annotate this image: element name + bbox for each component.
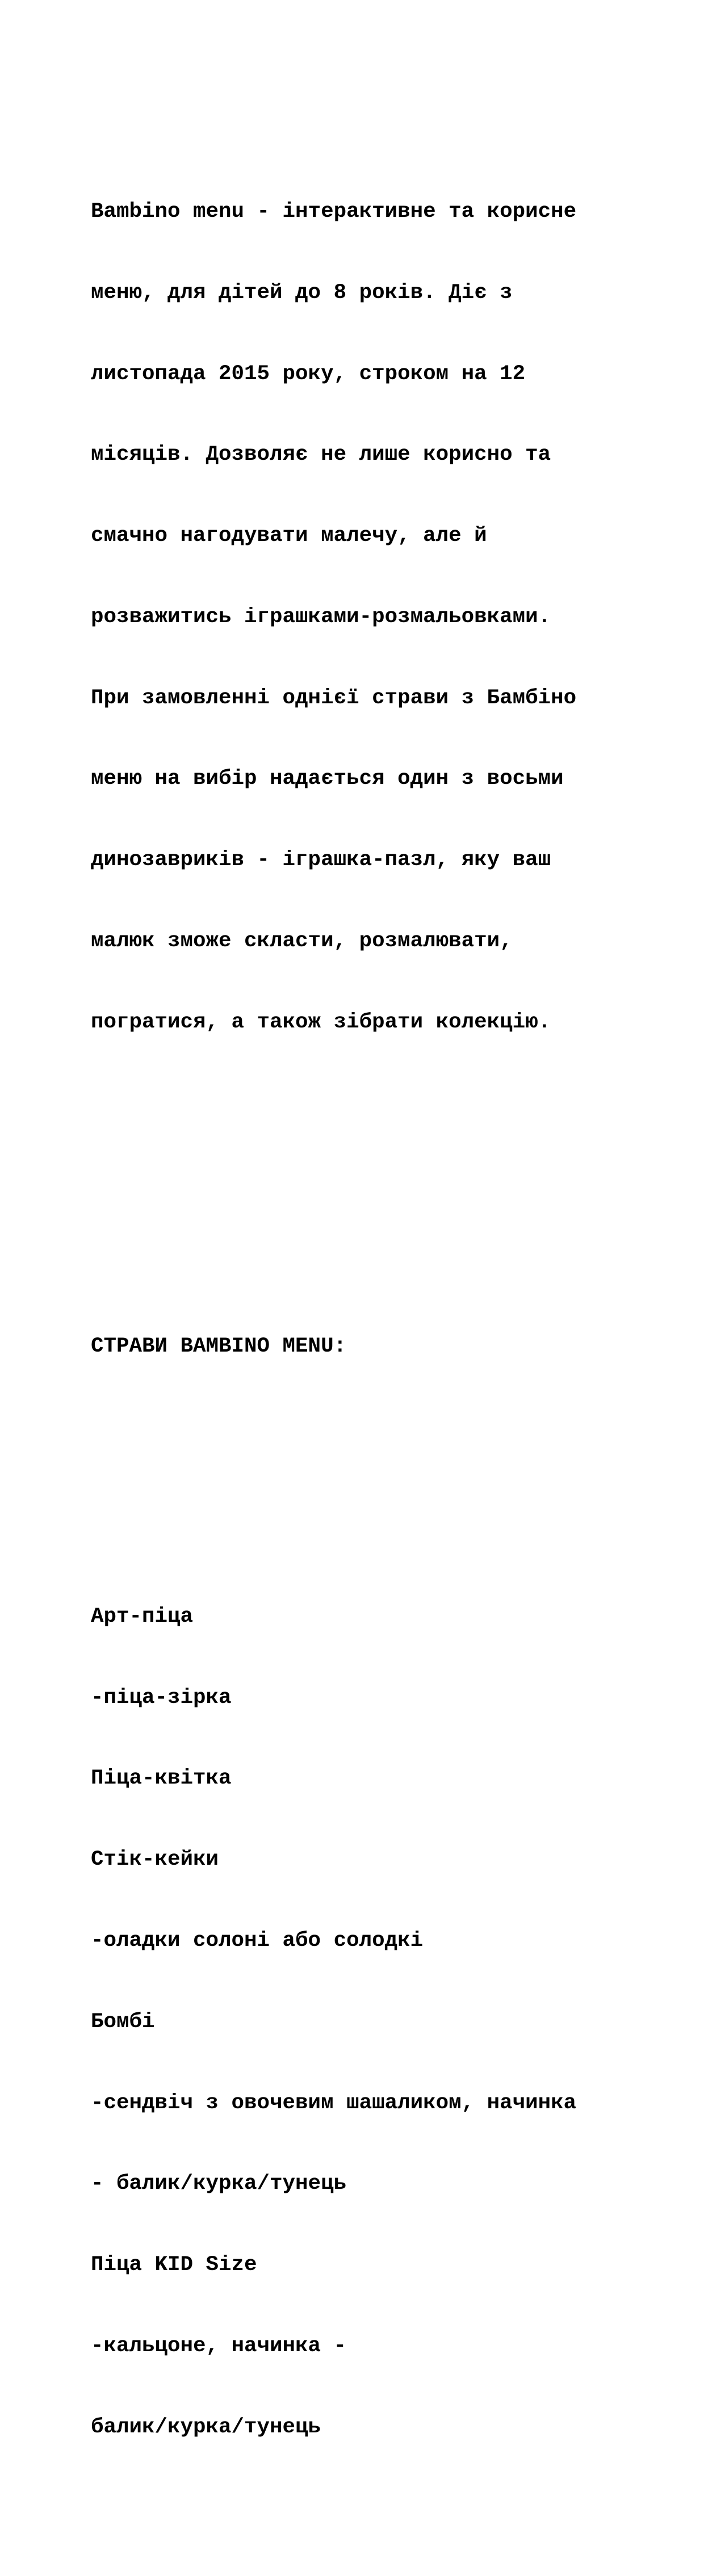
blank-line bbox=[91, 1441, 670, 1469]
blank-lines bbox=[91, 1171, 670, 1252]
intro-line: меню, для дітей до 8 років. Діє з bbox=[91, 280, 513, 305]
menu-line: -піца-зірка bbox=[91, 1685, 232, 1710]
intro-line: погратися, а також зібрати колекцію. bbox=[91, 1010, 551, 1034]
menu-line: Арт-піца bbox=[91, 1604, 194, 1629]
intro-line: смачно нагодувати малечу, але й bbox=[91, 524, 487, 548]
intro-line: малюк зможе скласти, розмалювати, bbox=[91, 929, 513, 953]
menu-line: Піца KID Size bbox=[91, 2253, 257, 2277]
menu-line: - балик/курка/тунець bbox=[91, 2172, 347, 2196]
menu-line: -кальцоне, начинка - bbox=[91, 2334, 347, 2358]
intro-line: динозавриків - іграшка-пазл, яку ваш bbox=[91, 848, 551, 872]
menu-line: балик/курка/тунець bbox=[91, 2415, 321, 2439]
menu-line: Піца-квітка bbox=[91, 1767, 232, 1791]
menu-line: -сендвіч з овочевим шашаликом, начинка bbox=[91, 2091, 577, 2115]
intro-line: Bambino menu - інтерактивне та корисне bbox=[91, 199, 577, 224]
intro-line: листопада 2015 року, строком на 12 bbox=[91, 362, 526, 386]
menu-line: Стік-кейки bbox=[91, 1848, 219, 1872]
section-heading: СТРАВИ BAMBINO MENU: bbox=[91, 1334, 347, 1358]
intro-line: місяців. Дозволяє не лише корисно та bbox=[91, 443, 551, 467]
intro-paragraph bbox=[91, 145, 670, 1090]
intro-line: При замовленні однієї страви з Бамбіно bbox=[91, 686, 577, 710]
menu-line: -оладки солоні або солодкі bbox=[91, 1928, 424, 1953]
intro-line: меню на вибір надається один з восьми bbox=[91, 767, 564, 791]
intro-line: розважитись іграшками-розмальовками. bbox=[91, 605, 551, 629]
menu-line: Бомбі bbox=[91, 2009, 155, 2034]
menu-list bbox=[91, 1550, 670, 2495]
document-content bbox=[91, 64, 670, 2576]
